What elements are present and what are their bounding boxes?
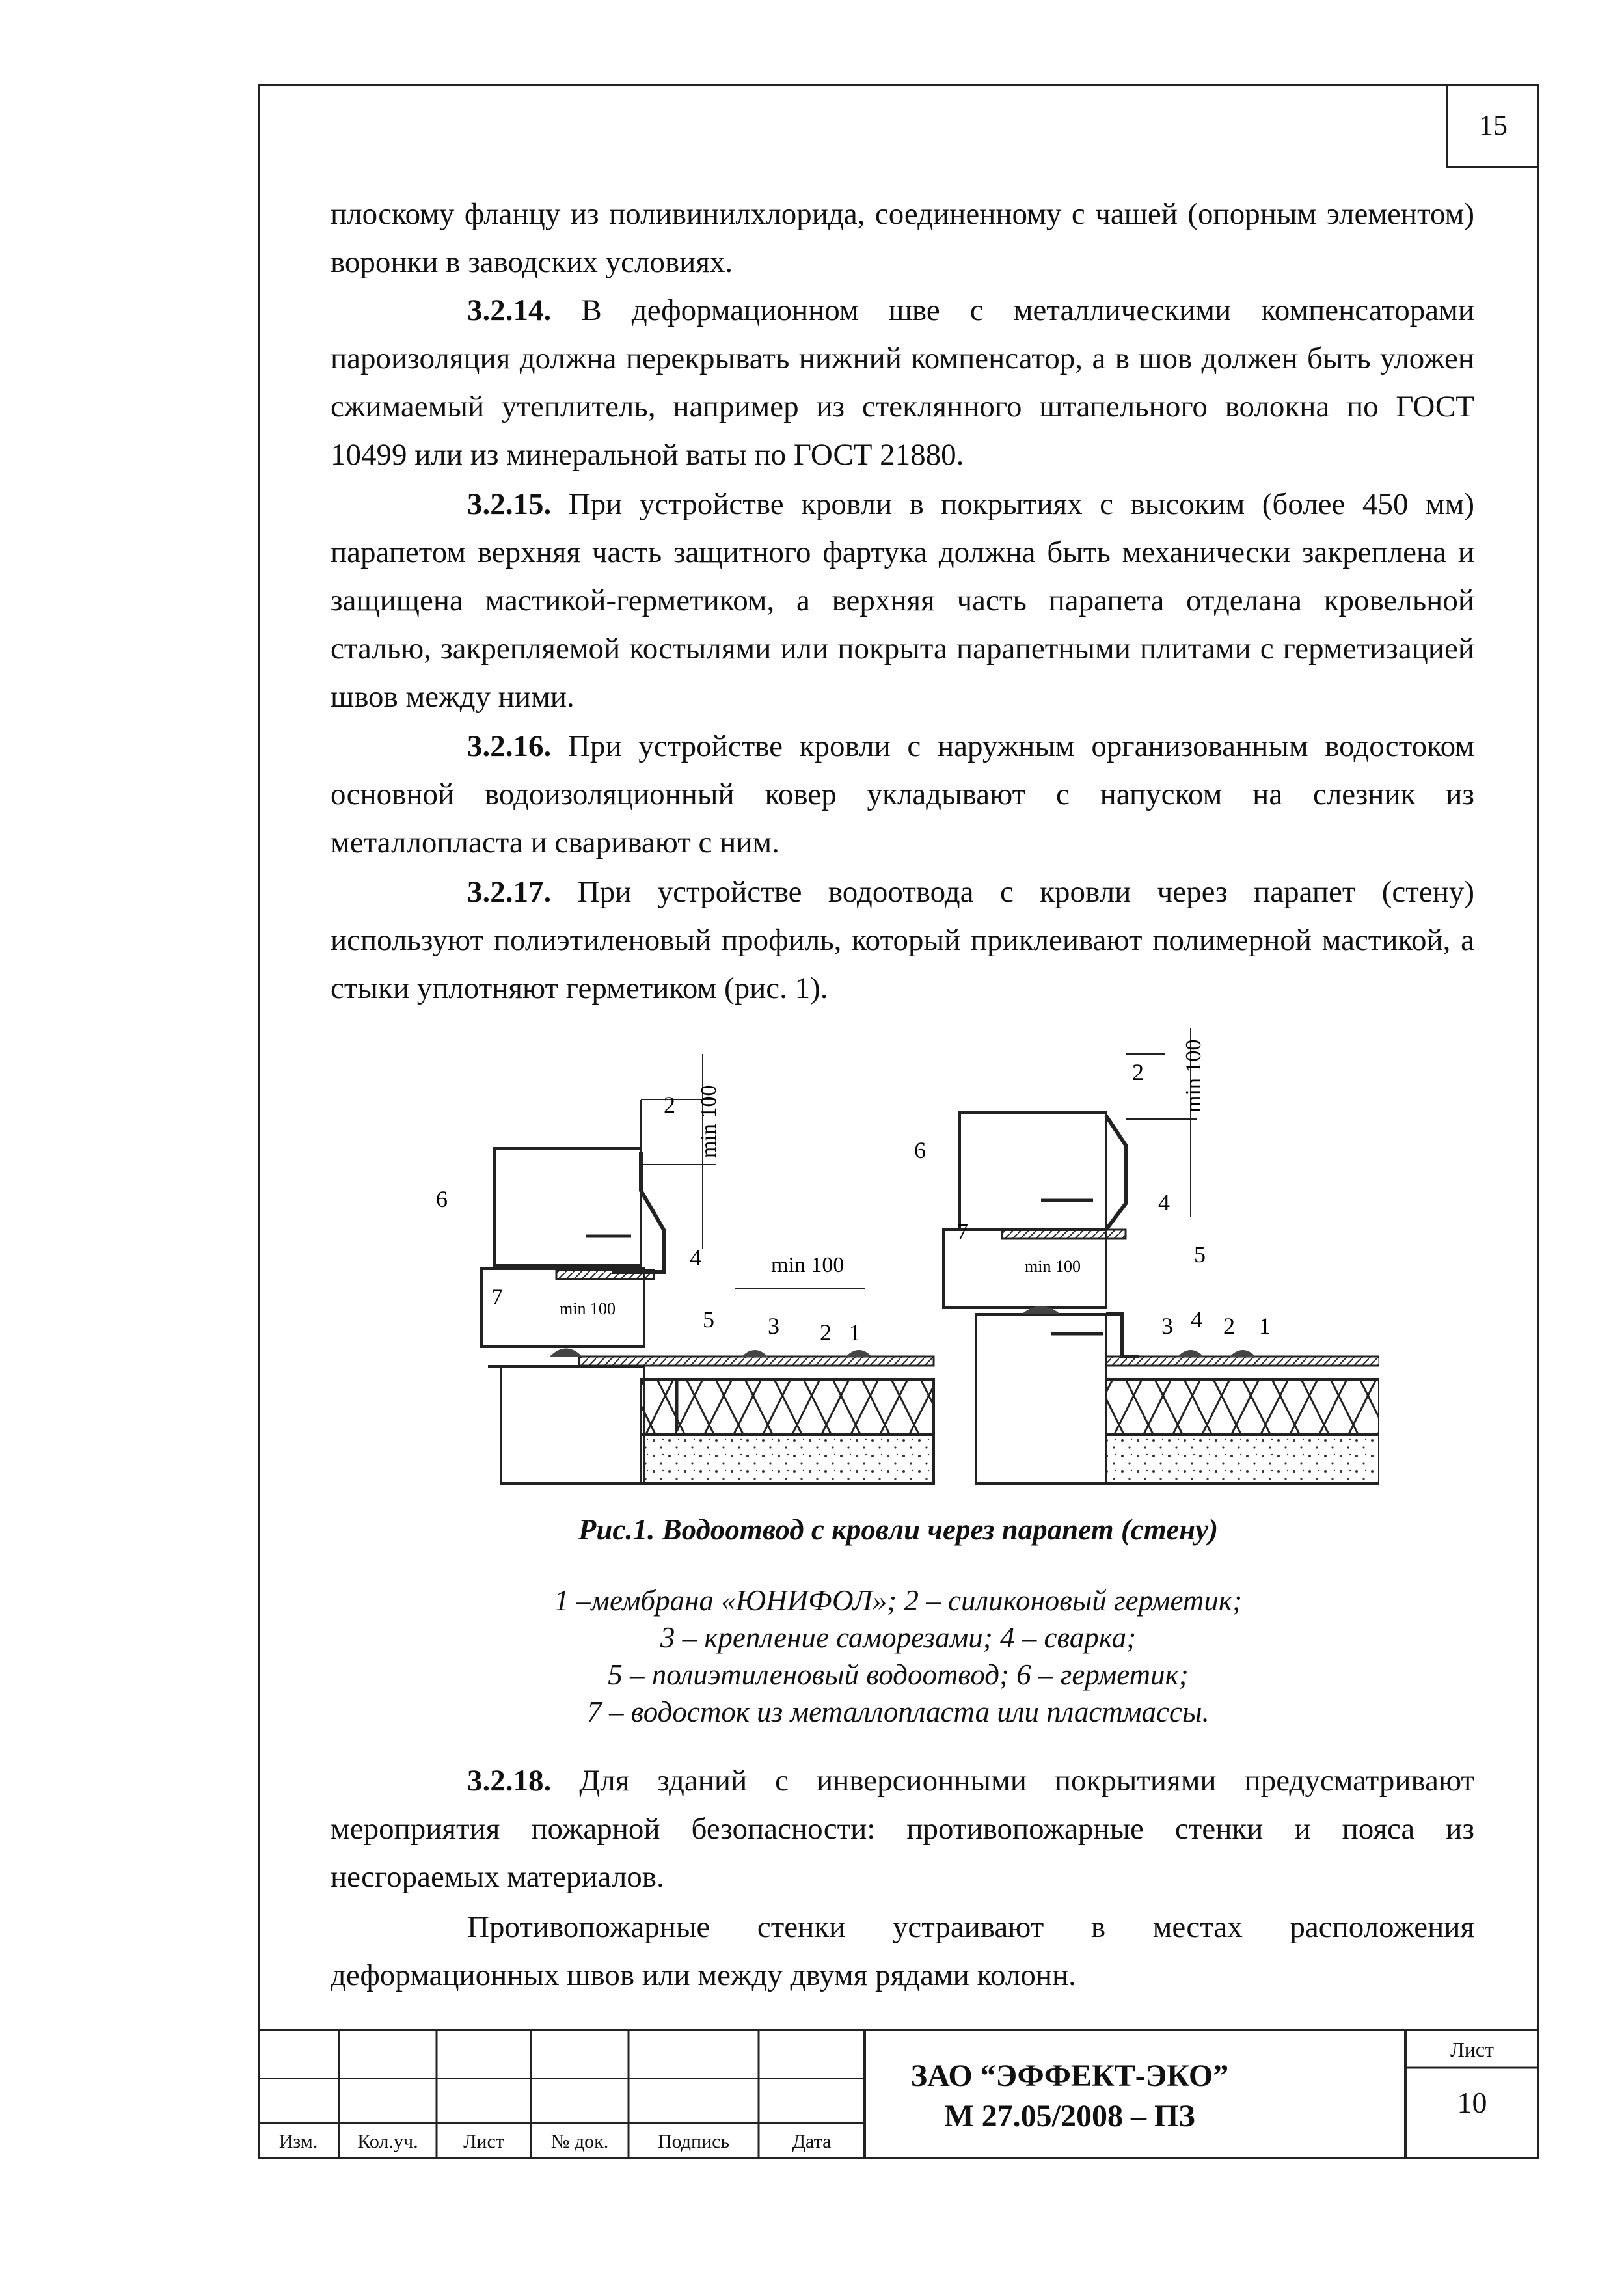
label-5-right: 5 (1194, 1241, 1206, 1267)
document-code: М 27.05/2008 – ПЗ (944, 2099, 1195, 2133)
paragraph-3-2-15: 3.2.15. При устройстве кровли в покрытиях с высоким (более 450 мм) парапетом верхняя часть защитного фартука должна быть механически закреплена и защищена мастикой-герметиком, а верхняя часть парапета отделана кровельной сталью, закрепляемой костылями или покрыта парапетными плитами с герметизацией швов между ними. (331, 487, 1474, 714)
parapet-right (960, 1113, 1106, 1230)
label-2-left: 2 (820, 1319, 832, 1345)
dim-label-left-horizontal: min 100 (771, 1253, 845, 1277)
paragraph-3-2-18: 3.2.18. Для зданий с инверсионными покрытиями предусматривают мероприятия пожарной безопасности: противопожарные стенки и пояса из несгораемых материалов. (331, 1764, 1474, 1894)
dim-label-left-inner: min 100 (560, 1299, 616, 1318)
flashing-left (556, 1270, 654, 1279)
label-6-left: 6 (436, 1186, 448, 1212)
label-4-right-top: 4 (1158, 1189, 1170, 1215)
legend-line: 3 – крепление саморезами; 4 – сварка; (660, 1621, 1137, 1654)
stamp-header-date: Дата (792, 2131, 832, 2152)
label-1-left: 1 (849, 1319, 861, 1345)
flashing-right (1002, 1230, 1126, 1239)
paragraph-continued: плоскому фланцу из поливинилхлорида, соединенному с чашей (опорным элементом) воронки в заводских условиях. (331, 197, 1474, 279)
figure-caption: Рис.1. Водоотвод с кровли через парапет (стену) (578, 1513, 1219, 1546)
insulation-left (641, 1379, 934, 1435)
legend-line: 5 – полиэтиленовый водоотвод; 6 – герметик; (608, 1658, 1189, 1691)
legend-line: 7 – водосток из металлопласта или пластмассы. (587, 1696, 1210, 1728)
paragraph-3-2-16: 3.2.16. При устройстве кровли с наружным организованным водостоком основной водоизоляционный ковер укладывают с напуском на слезник из металлопласта и сваривают с ним. (331, 729, 1474, 859)
slab-right (1106, 1435, 1379, 1483)
stamp-header-doc-no: № док. (550, 2131, 609, 2152)
parapet-left (494, 1148, 641, 1265)
label-4-left: 4 (690, 1245, 701, 1271)
label-7-right: 7 (956, 1219, 968, 1245)
label-2-left-top: 2 (664, 1092, 675, 1118)
stamp-header-list: Лист (463, 2131, 504, 2152)
paragraph-3-2-14: 3.2.14. В деформационном шве с металлическими компенсаторами пароизоляция должна перекрывать нижний компенсатор, а в шов должен быть уложен сжимаемый утеплитель, например из стеклянного штапельного волокна по ГОСТ 10499 или из минеральной ваты по ГОСТ 21880. (331, 293, 1474, 472)
label-5-left: 5 (703, 1306, 714, 1332)
left-detail (436, 1054, 934, 1483)
drain-profile-left (612, 1152, 664, 1272)
membrane-right (1106, 1357, 1379, 1366)
insulation-right (1106, 1379, 1379, 1435)
label-6-right: 6 (914, 1137, 926, 1163)
label-2-right: 2 (1223, 1313, 1235, 1339)
slab-left (641, 1435, 934, 1483)
stamp-title (865, 2056, 1275, 2137)
page-number: 15 (1446, 84, 1539, 168)
stamp-header-izm: Изм. (278, 2131, 318, 2152)
figure-legend (258, 1582, 1539, 1731)
label-1-right: 1 (1259, 1313, 1271, 1339)
label-3-right: 3 (1161, 1313, 1173, 1339)
sheet-number: 10 (1457, 2086, 1487, 2119)
label-7-left: 7 (491, 1284, 503, 1310)
label-2-right-top: 2 (1132, 1059, 1144, 1085)
right-detail (914, 1028, 1379, 1483)
stamp-header-signature: Подпись (657, 2131, 730, 2152)
wall-left (501, 1366, 644, 1483)
membrane-left (579, 1357, 934, 1366)
dim-label-right-inner: min 100 (1025, 1257, 1081, 1276)
sealant-bead-left (550, 1349, 582, 1357)
drain-profile-right (1106, 1314, 1139, 1357)
dim-label-right-vertical: min 100 (1182, 1039, 1206, 1113)
paragraph-fire-walls: Противопожарные стенки устраивают в местах расположения деформационных швов или между двумя рядами колонн. (331, 1910, 1474, 1992)
stamp-header-kol-uch: Кол.уч. (357, 2131, 418, 2152)
legend-line: 1 –мембрана «ЮНИФОЛ»; 2 – силиконовый герметик; (554, 1584, 1242, 1617)
label-4-right: 4 (1191, 1306, 1202, 1332)
dim-label-left-vertical: min 100 (697, 1085, 721, 1158)
label-3-left: 3 (768, 1313, 779, 1339)
sheet-label: Лист (1450, 2038, 1494, 2061)
paragraph-3-2-17: 3.2.17. При устройстве водоотвода с кровли через парапет (стену) используют полиэтиленовый профиль, который приклеивают полимерной мастикой, а стыки уплотняют герметиком (рис. 1). (331, 875, 1474, 1005)
roof-drain-figure (416, 1015, 1379, 1509)
company-name: ЗАО “ЭФФЕКТ-ЭКО” (910, 2059, 1229, 2093)
wall-right (976, 1314, 1106, 1483)
